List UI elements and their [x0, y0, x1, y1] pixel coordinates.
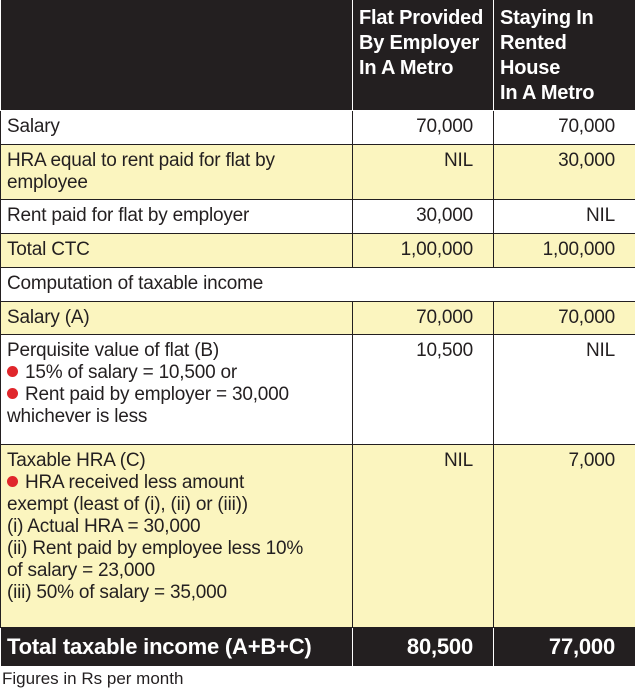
header-flat-by-employer: [353, 0, 494, 111]
taxable-hra-line-6: (iii) 50% of salary = 35,000: [7, 582, 346, 604]
perquisite-bullet-1: [7, 362, 346, 384]
red-bullet-icon: [7, 366, 18, 377]
row-label-hra: [1, 145, 353, 200]
row-label-salary-a: Salary (A): [1, 302, 353, 335]
taxable-hra-line-5: of salary = 23,000: [7, 560, 346, 582]
row-value-total-taxable-flat: 80,500: [353, 628, 494, 667]
table-row-total-ctc: [1, 234, 635, 268]
perquisite-bullet-2-text: Rent paid by employer = 30,000: [25, 384, 289, 405]
table-row-total-taxable: [1, 628, 635, 667]
row-label-hra-line-2: employee: [7, 172, 346, 194]
row-value-rent-employer-flat: 30,000: [353, 200, 494, 234]
row-value-salary-flat: 70,000: [353, 111, 494, 145]
table-row-perquisite: [1, 335, 635, 445]
row-label-total-taxable: Total taxable income (A+B+C): [1, 628, 353, 667]
taxable-hra-line-2: exempt (least of (i), (ii) or (iii)): [7, 494, 346, 516]
row-label-computation: Computation of taxable income: [1, 268, 635, 302]
header-col3-line-1: Staying In: [500, 6, 629, 31]
row-value-total-ctc-flat: 1,00,000: [353, 234, 494, 268]
perquisite-bullet-2: [7, 384, 346, 406]
row-value-rent-employer-rented: NIL: [494, 200, 635, 234]
table-row-rent-employer: [1, 200, 635, 234]
red-bullet-icon: [7, 476, 18, 487]
table-header-row: [1, 0, 635, 111]
row-label-salary: Salary: [1, 111, 353, 145]
table-row-salary-a: [1, 302, 635, 335]
row-label-rent-employer: Rent paid for flat by employer: [1, 200, 353, 234]
footnote: Figures in Rs per month: [0, 667, 635, 691]
row-value-salary-rented: 70,000: [494, 111, 635, 145]
header-col2-line-2: By Employer: [359, 31, 487, 56]
header-col3-line-2: Rented House: [500, 31, 629, 81]
row-value-total-taxable-rented: 77,000: [494, 628, 635, 667]
header-col2-line-3: In A Metro: [359, 56, 487, 81]
row-label-taxable-hra: [1, 445, 353, 628]
row-value-salary-a-rented: 70,000: [494, 302, 635, 335]
row-value-total-ctc-rented: 1,00,000: [494, 234, 635, 268]
row-value-perquisite-flat: 10,500: [353, 335, 494, 445]
row-value-salary-a-flat: 70,000: [353, 302, 494, 335]
row-label-hra-line-1: HRA equal to rent paid for flat by: [7, 150, 346, 172]
row-value-taxable-hra-rented: 7,000: [494, 445, 635, 628]
header-col2-line-1: Flat Provided: [359, 6, 487, 31]
perquisite-bullet-1-text: 15% of salary = 10,500 or: [25, 362, 237, 383]
row-value-hra-flat: NIL: [353, 145, 494, 200]
header-blank-cell: [1, 0, 353, 111]
header-col3-line-3: In A Metro: [500, 81, 629, 106]
row-value-taxable-hra-flat: NIL: [353, 445, 494, 628]
row-label-total-ctc: Total CTC: [1, 234, 353, 268]
taxable-hra-title: Taxable HRA (C): [7, 450, 346, 472]
row-label-perquisite: [1, 335, 353, 445]
red-bullet-icon: [7, 388, 18, 399]
row-value-perquisite-rented: NIL: [494, 335, 635, 445]
taxable-hra-line-4: (ii) Rent paid by employee less 10%: [7, 538, 346, 560]
table-row-taxable-hra: [1, 445, 635, 628]
taxable-hra-bullet-1-text: HRA received less amount: [25, 472, 244, 493]
header-rented-house: [494, 0, 635, 111]
taxable-hra-bullet-1: [7, 472, 346, 494]
table-row-computation-heading: [1, 268, 635, 302]
taxable-hra-line-3: (i) Actual HRA = 30,000: [7, 516, 346, 538]
table-row-salary: [1, 111, 635, 145]
table-row-hra: [1, 145, 635, 200]
perquisite-title: Perquisite value of flat (B): [7, 340, 346, 362]
row-value-hra-rented: 30,000: [494, 145, 635, 200]
perquisite-tail: whichever is less: [7, 406, 346, 428]
